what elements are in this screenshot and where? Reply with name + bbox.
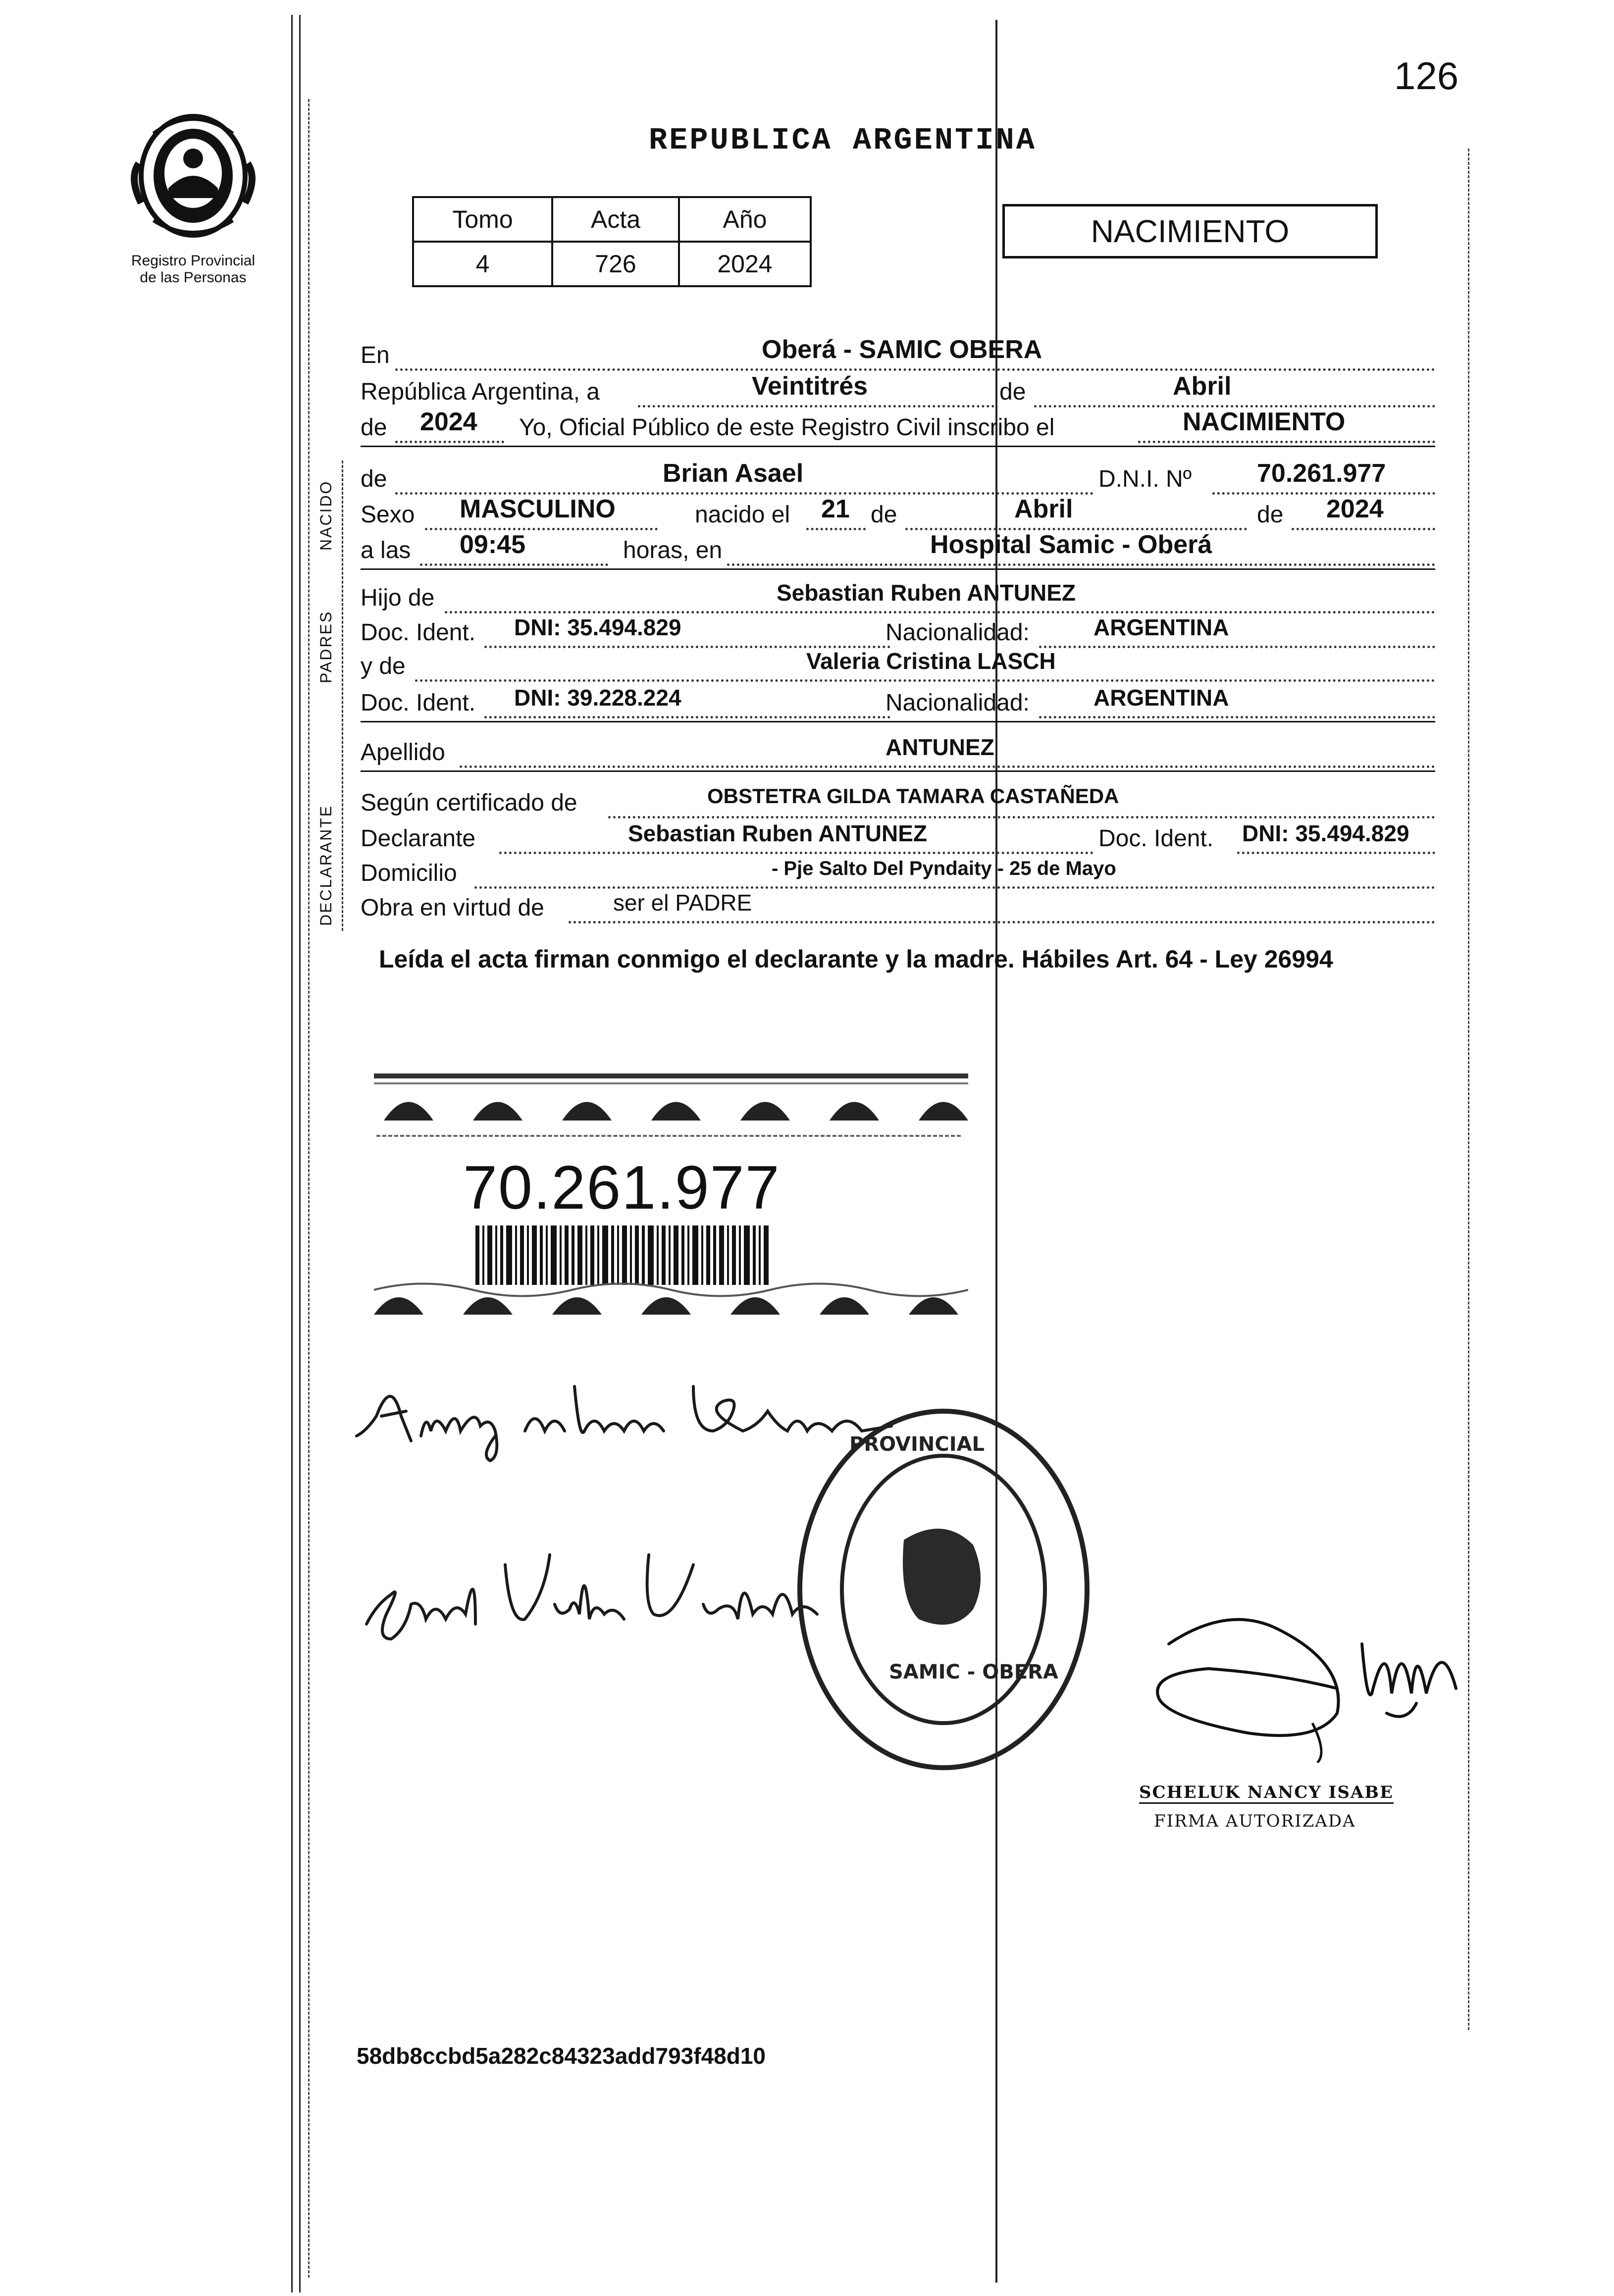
value-address: - Pje Salto Del Pyndaity - 25 de Mayo <box>772 858 1116 879</box>
act-type-box: NACIMIENTO <box>1002 204 1378 258</box>
value-father-name: Sebastian Ruben ANTUNEZ <box>777 580 1076 606</box>
page-number: 126 <box>1394 54 1459 98</box>
value-birth-year: 2024 <box>1326 495 1384 523</box>
row-mother-doc <box>361 685 1435 721</box>
row-year <box>361 408 1435 446</box>
section-label-declarante: DECLARANTE <box>317 804 335 926</box>
label-certificado: Según certificado de <box>361 790 577 816</box>
value-day-words: Veintitrés <box>752 372 868 401</box>
label-de-year: de <box>361 414 387 441</box>
label-doc-ident-mother: Doc. Ident. <box>361 690 476 716</box>
label-dni: D.N.I. Nº <box>1098 466 1192 492</box>
label-domicilio: Domicilio <box>361 860 457 886</box>
value-child-name: Brian Asael <box>663 459 804 488</box>
label-de-month: de <box>871 502 897 528</box>
row-address <box>361 860 1435 891</box>
section-separator <box>361 721 1435 722</box>
label-en: En <box>361 342 390 368</box>
value-certificate-by: OBSTETRA GILDA TAMARA CASTAÑEDA <box>707 784 1119 808</box>
label-apellido: Apellido <box>361 739 445 765</box>
official-role: FIRMA AUTORIZADA <box>1154 1811 1356 1831</box>
label-hijo-de: Hijo de <box>361 585 435 611</box>
row-place <box>361 335 1435 373</box>
row-date <box>361 372 1435 410</box>
value-sex: MASCULINO <box>460 495 616 523</box>
value-year: 2024 <box>420 408 477 436</box>
signature-mother <box>347 1525 842 1654</box>
value-birth-month: Abril <box>1014 495 1073 523</box>
dni-dashes <box>376 1135 961 1137</box>
value-declarant-name: Sebastian Ruben ANTUNEZ <box>628 820 928 846</box>
official-stamp-icon <box>790 1401 1097 1778</box>
label-republica: República Argentina, a <box>361 379 600 405</box>
value-place: Oberá - SAMIC OBERA <box>762 335 1042 364</box>
row-certificate <box>361 784 1435 821</box>
value-tomo: 4 <box>413 242 552 286</box>
label-doc-ident: Doc. Ident. <box>361 619 476 646</box>
binder-dash <box>308 99 310 2278</box>
value-birth-day: 21 <box>821 495 850 523</box>
province-seal-icon <box>119 104 267 248</box>
official-signature <box>1129 1575 1476 1763</box>
header-tomo: Tomo <box>413 197 552 242</box>
value-birth-time: 09:45 <box>460 530 525 559</box>
dotted-leader <box>905 501 1247 530</box>
row-declarant <box>361 820 1435 857</box>
side-border <box>342 460 345 931</box>
value-father-nationality: ARGENTINA <box>1093 614 1229 640</box>
svg-text:SAMIC - OBERA: SAMIC - OBERA <box>889 1661 1058 1684</box>
row-surname <box>361 734 1435 770</box>
table-header-row <box>413 197 811 242</box>
closing-note: Leída el acta firman conmigo el declarante y la madre. Hábiles Art. 64 - Ley 26994 <box>379 945 1333 973</box>
value-father-doc: DNI: 35.494.829 <box>514 614 681 640</box>
registry-caption <box>99 253 287 286</box>
value-mother-name: Valeria Cristina LASCH <box>806 648 1056 674</box>
row-mother <box>361 648 1435 684</box>
label-declarante: Declarante <box>361 825 476 852</box>
registry-name-line1: Registro Provincial <box>131 253 256 269</box>
dni-number-large: 70.261.977 <box>463 1154 781 1222</box>
header-anio: Año <box>679 197 811 242</box>
table-value-row <box>413 242 811 286</box>
header-acta: Acta <box>552 197 679 242</box>
label-de-child: de <box>361 466 387 492</box>
row-capacity <box>361 890 1435 926</box>
value-capacity: ser el PADRE <box>613 890 752 916</box>
section-separator <box>361 568 1435 570</box>
value-declarant-doc: DNI: 35.494.829 <box>1242 820 1409 846</box>
value-birth-place: Hospital Samic - Oberá <box>930 530 1212 559</box>
row-time-place <box>361 530 1435 568</box>
official-name: SCHELUK NANCY ISABE <box>1139 1783 1394 1804</box>
dotted-leader <box>1034 378 1435 408</box>
section-separator <box>361 446 1435 447</box>
dni-guilloche-bottom-icon <box>374 1275 968 1320</box>
value-child-dni: 70.261.977 <box>1257 459 1386 488</box>
registry-name-line2: de las Personas <box>140 269 247 286</box>
section-separator <box>361 770 1435 772</box>
label-de-year2: de <box>1257 502 1284 528</box>
document-hash: 58db8ccbd5a282c84323add793f48d10 <box>357 2043 766 2069</box>
binder-line <box>299 15 301 2293</box>
inscribo-text: Yo, Oficial Público de este Registro Civil inscribo el <box>519 414 1055 441</box>
value-acta: 726 <box>552 242 679 286</box>
label-nacionalidad-mother: Nacionalidad: <box>885 690 1030 716</box>
value-month: Abril <box>1173 372 1232 401</box>
label-sexo: Sexo <box>361 502 415 528</box>
section-label-nacido: NACIDO <box>317 480 335 551</box>
binder-line <box>291 15 293 2293</box>
label-horas-en: horas, en <box>623 537 723 563</box>
act-reference-table <box>412 196 812 287</box>
row-father-doc <box>361 614 1435 651</box>
label-nacionalidad: Nacionalidad: <box>885 619 1030 646</box>
value-mother-doc: DNI: 39.228.224 <box>514 685 681 711</box>
value-anio: 2024 <box>679 242 811 286</box>
label-declarant-doc: Doc. Ident. <box>1098 825 1214 852</box>
document-title: REPUBLICA ARGENTINA <box>649 123 1037 158</box>
label-y-de: y de <box>361 653 406 679</box>
row-father <box>361 580 1435 616</box>
row-sex-birth <box>361 495 1435 533</box>
label-obra: Obra en virtud de <box>361 895 544 921</box>
value-surname: ANTUNEZ <box>885 734 994 760</box>
dni-guilloche-top-icon <box>374 1073 968 1123</box>
label-de: de <box>999 379 1026 405</box>
row-child-name <box>361 459 1435 497</box>
value-mother-nationality: ARGENTINA <box>1093 685 1229 711</box>
label-nacido-el: nacido el <box>695 502 790 528</box>
value-act-kind: NACIMIENTO <box>1183 408 1346 436</box>
section-label-padres: PADRES <box>317 610 335 683</box>
svg-text:PROVINCIAL: PROVINCIAL <box>849 1433 985 1456</box>
label-a-las: a las <box>361 537 411 563</box>
